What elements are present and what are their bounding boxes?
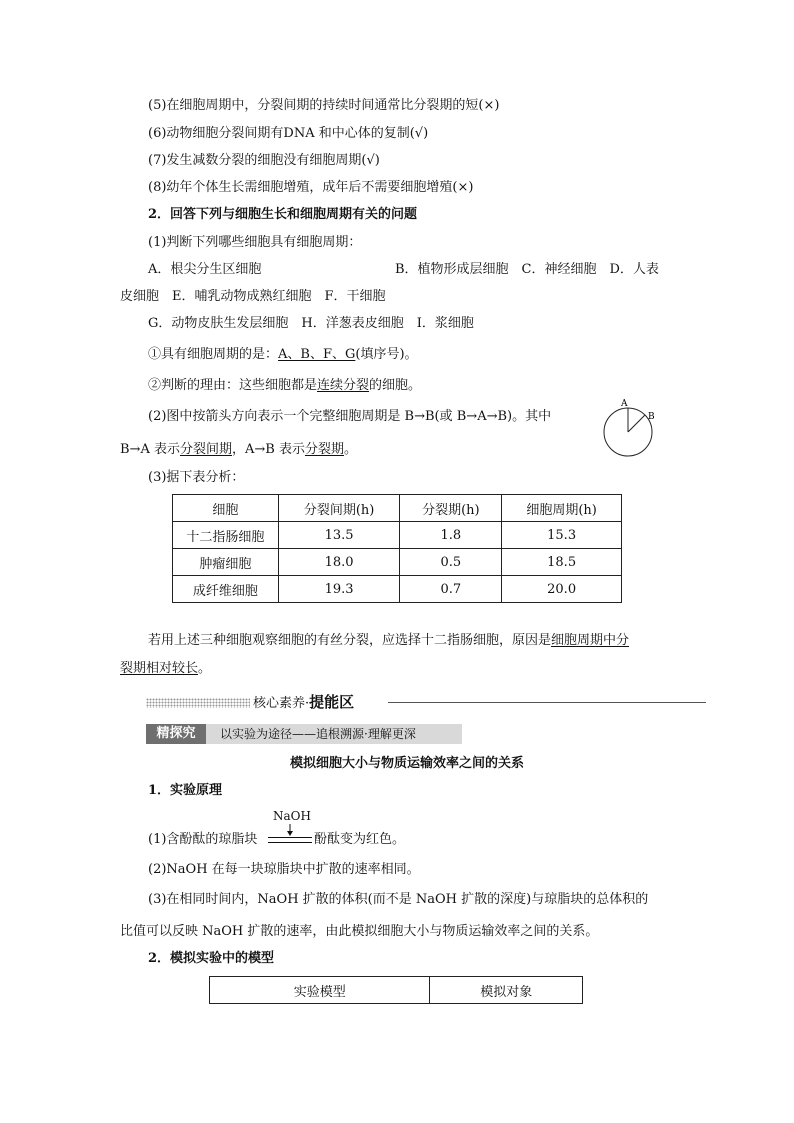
table-row [173,576,622,603]
principle-3-line2: 比值可以反映 NaOH 扩散的速率，由此模拟细胞大小与物质运输效率之间的关系。 [120,924,599,939]
principle-1-pre: (1)含酚酞的琼脂块 [148,832,258,847]
option-d-cont: 皮细胞 E．哺乳动物成熟红细胞 F．干细胞 [120,289,386,304]
table-cell: 1.8 [400,522,502,549]
table-row [173,522,622,549]
reaction-equals [268,837,312,843]
table-row [173,549,622,576]
item-8: (8)幼年个体生长需细胞增殖，成年后不需要细胞增殖(×) [148,180,474,195]
label-a: A [621,399,628,409]
conclusion-line1: 若用上述三种细胞观察细胞的有丝分裂，应选择十二指肠细胞，原因是细胞周期中分 [148,633,630,648]
table-header: 分裂期(h) [400,495,502,522]
table-header: 模拟对象 [430,977,583,1004]
section-banner: 核心素养·提能区 [253,693,355,711]
label-b: B [648,412,655,422]
table-header: 分裂间期(h) [278,495,400,522]
down-arrow-icon [286,824,294,836]
answer-2-value: 连续分裂 [317,378,370,393]
section-tag-text: 以实验为途径——追根溯源·理解更深 [206,724,462,744]
radius-b [628,415,645,432]
table-header: 细胞 [173,495,279,522]
answer-2: ②判断的理由：这些细胞都是连续分裂的细胞。 [148,378,422,393]
table-cell: 18.5 [502,549,622,576]
conclusion-line2: 裂期相对较长。 [120,661,212,676]
item-6: (6)动物细胞分裂间期有DNA 和中心体的复制(√) [148,126,429,141]
cell-cycle-table [172,494,622,603]
mitosis-answer: 分裂期 [304,442,344,457]
table-cell: 18.0 [278,549,400,576]
experiment-title: 模拟细胞大小与物质运输效率之间的关系 [290,756,525,771]
table-cell: 肿瘤细胞 [173,549,279,576]
section-tag: 精探究 [146,724,206,744]
question-2-sub2-line1: (2)图中按箭头方向表示一个完整细胞周期是 B→B(或 B→A→B)。其中 [148,409,552,424]
table-header-row [210,977,583,1004]
banner-dots [146,698,250,708]
question-2-sub3: (3)据下表分析： [148,470,245,485]
table-cell: 13.5 [278,522,400,549]
question-2-sub2-line2: B→A 表示分裂间期，A→B 表示分裂期。 [120,442,357,457]
principle-3-line1: (3)在相同时间内，NaOH 扩散的体积(而不是 NaOH 扩散的深度)与琼脂块的总体积的 [148,892,649,907]
table-cell: 成纤维细胞 [173,576,279,603]
model-title: 2．模拟实验中的模型 [148,951,275,966]
answer-1: ①具有细胞周期的是：A、B、F、G(填序号)。 [148,347,418,362]
principle-2: (2)NaOH 在每一块琼脂块中扩散的速率相同。 [148,862,420,877]
naoh-label: NaOH [273,809,311,823]
model-table [209,976,583,1004]
table-header-row [173,495,622,522]
option-bcd: B．植物形成层细胞 C．神经细胞 D．人表 [395,262,659,277]
conclusion-answer-part1: 细胞周期中分 [551,633,630,648]
table-cell: 0.7 [400,576,502,603]
table-cell: 0.5 [400,549,502,576]
banner-rule [388,702,706,703]
table-cell: 15.3 [502,522,622,549]
question-2-title: 2．回答下列与细胞生长和细胞周期有关的问题 [148,207,418,222]
question-2-sub1: (1)判断下列哪些细胞具有细胞周期： [148,235,362,250]
principle-title: 1．实验原理 [148,783,223,798]
interphase-answer: 分裂间期 [179,442,232,457]
item-7: (7)发生减数分裂的细胞没有细胞周期(√) [148,153,380,168]
table-cell: 十二指肠细胞 [173,522,279,549]
conclusion-answer-part2: 裂期相对较长 [120,661,199,676]
table-cell: 20.0 [502,576,622,603]
cell-cycle-diagram [598,396,664,462]
option-ghi: G．动物皮肤生发层细胞 H．洋葱表皮细胞 I．浆细胞 [148,316,474,331]
table-cell: 19.3 [278,576,400,603]
answer-1-value: A、B、F、G [278,347,356,362]
principle-1-post: 酚酞变为红色。 [314,832,406,847]
item-5: (5)在细胞周期中，分裂间期的持续时间通常比分裂期的短(×) [148,98,500,113]
option-a: A．根尖分生区细胞 [148,262,262,277]
table-header: 细胞周期(h) [502,495,622,522]
table-header: 实验模型 [210,977,430,1004]
